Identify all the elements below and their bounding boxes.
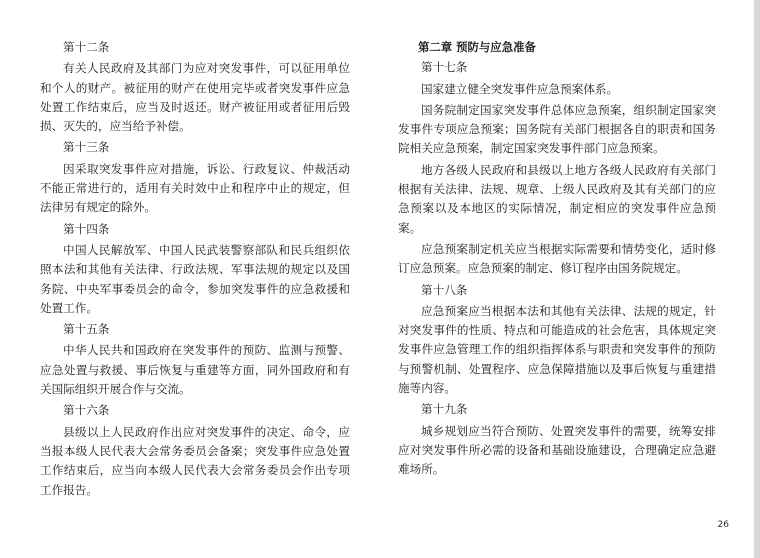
article-paragraph: 地方各级人民政府和县级以上地方各级人民政府有关部门根据有关法律、法规、规章、上级人民政府及其有关部门的应急预案以及本地区的实际情况，制定相应的突发事件应急预案。 (398, 162, 716, 235)
page-number: 26 (717, 520, 729, 530)
article-title: 第十四条 (63, 221, 110, 236)
article-15 (40, 320, 350, 399)
article-paragraph: 中国人民解放军、中国人民武装警察部队和民兵组织依照本法和其他有关法律、行政法规、军事法规的规定以及国务院、中央军事委员会的命令，参加突发事件的应急救援和处置工作。 (40, 242, 350, 315)
article-paragraph: 国务院制定国家突发事件总体应急预案，组织制定国家突发事件专项应急预案；国务院有关部门根据各自的职责和国务院相关应急预案，制定国家突发事件部门应急预案。 (398, 102, 716, 156)
article-paragraph: 应急预案应当根据本法和其他有关法律、法规的规定，针对突发事件的性质、特点和可能造成的社会危害，具体规定突发事件应急管理工作的组织指挥体系与职责和突发事件的预防与预警机制、处置程序、应急保障措施以及事后恢复与重建措施等内容。 (398, 303, 716, 396)
article-19 (398, 400, 716, 479)
left-column (40, 38, 350, 502)
article-title: 第十六条 (63, 403, 110, 418)
article-16 (40, 401, 350, 499)
article-14 (40, 220, 350, 318)
article-12 (40, 38, 350, 136)
article-paragraph: 中华人民共和国政府在突发事件的预防、监测与预警、应急处置与救援、事后恢复与重建等方面，同外国政府和有关国际组织开展合作与交流。 (40, 343, 350, 397)
article-17 (398, 58, 716, 278)
article-title: 第十三条 (63, 140, 110, 155)
article-title: 第十七条 (421, 60, 468, 75)
article-13 (40, 138, 350, 217)
article-18 (398, 281, 716, 399)
article-title: 第十五条 (63, 322, 110, 337)
article-paragraph: 因采取突发事件应对措施，诉讼、行政复议、仲裁活动不能正常进行的，适用有关时效中止和程序中止的规定，但法律另有规定的除外。 (40, 161, 350, 215)
article-paragraph: 城乡规划应当符合预防、处置突发事件的需要，统筹安排应对突发事件所必需的设备和基础设施建设，合理确定应急避难场所。 (398, 423, 716, 477)
article-paragraph: 有关人民政府及其部门为应对突发事件，可以征用单位和个人的财产。被征用的财产在使用完毕或者突发事件应急处置工作结束后，应当及时返还。财产被征用或者征用后毁损、灭失的，应当给予补偿。 (40, 61, 350, 134)
article-title: 第十九条 (421, 402, 468, 417)
article-paragraph: 县级以上人民政府作出应对突发事件的决定、命令，应当报本级人民代表大会常务委员会备案；突发事件应急处置工作结束后，应当向本级人民代表大会常务委员会作出专项工作报告。 (40, 424, 350, 497)
article-title: 第十八条 (421, 282, 468, 297)
right-column (398, 38, 716, 482)
article-title: 第十二条 (63, 40, 110, 54)
article-paragraph: 应急预案制定机关应当根据实际需要和情势变化，适时修订应急预案。应急预案的制定、修订程序由国务院规定。 (398, 241, 716, 276)
chapter-title: 第二章 预防与应急准备 (418, 40, 536, 54)
page-edge (754, 0, 760, 558)
article-paragraph: 国家建立健全突发事件应急预案体系。 (421, 81, 619, 96)
